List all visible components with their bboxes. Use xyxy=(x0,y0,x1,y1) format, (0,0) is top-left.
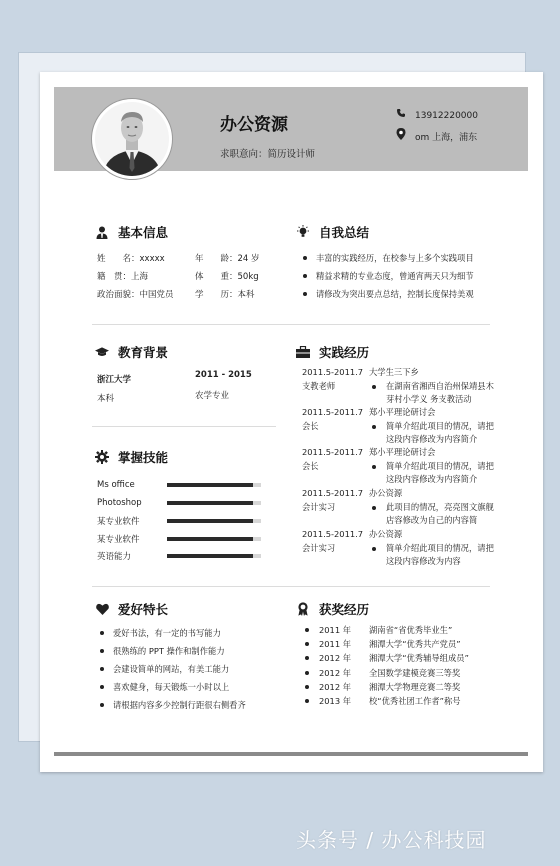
lightbulb-icon xyxy=(296,225,310,239)
skill-row xyxy=(97,515,261,527)
skill-row xyxy=(97,533,261,545)
phone-icon xyxy=(395,108,407,121)
watermark: 头条号 / 办公科技园 xyxy=(296,828,487,852)
summary-section xyxy=(296,223,369,241)
divider xyxy=(92,324,490,325)
graduation-cap-icon xyxy=(95,345,109,359)
award-year: 2011 年 xyxy=(319,625,352,635)
award-text: 湘潭大学“优秀共产党员” xyxy=(369,639,461,650)
award-text: 湘潭大学“优秀辅导组成员” xyxy=(369,653,469,664)
education-school: 浙江大学 xyxy=(97,375,132,385)
info-row: 政治面貌：中国党员 xyxy=(97,290,174,300)
skill-label: 某专业软件 xyxy=(97,534,140,545)
award-text: 湘潭大学物理竞赛二等奖 xyxy=(369,681,461,692)
award-year: 2011 年 xyxy=(319,639,352,650)
skill-bar xyxy=(167,554,261,558)
contact-address xyxy=(395,128,477,143)
skills-title: 掌握技能 xyxy=(118,450,169,465)
education-section xyxy=(95,343,168,361)
footer-bar xyxy=(54,752,528,756)
award-text: 校“优秀社团工作者”称号 xyxy=(369,696,461,706)
skill-bar xyxy=(167,537,261,541)
location-pin-icon xyxy=(395,128,407,143)
list-item: 精益求精的专业态度，曾通宵两天只为细节 xyxy=(300,267,474,285)
skill-bar-fill xyxy=(167,554,253,558)
bullet-dot xyxy=(305,628,309,632)
practice-title: 实践经历 xyxy=(319,345,370,360)
hobbies-section xyxy=(95,600,168,618)
list-item: 会建设简单的网站，有美工能力 xyxy=(97,660,246,678)
award-text: 全国数学建模竞赛三等奖 xyxy=(369,667,461,678)
skill-label: Photoshop xyxy=(97,497,142,508)
skill-row xyxy=(97,550,261,562)
list-item: 丰富的实践经历，在校参与上多个实践项目 xyxy=(300,249,474,267)
skill-bar-fill xyxy=(167,483,253,487)
address-text: om 上海，浦东 xyxy=(415,133,478,143)
skill-bar xyxy=(167,519,261,523)
hobbies-title: 爱好特长 xyxy=(118,602,169,617)
avatar-portrait xyxy=(95,102,169,176)
hobbies-list xyxy=(97,624,246,714)
skill-label: Ms office xyxy=(97,480,135,490)
divider xyxy=(92,426,276,427)
list-item: 喜欢健身，每天锻炼一小时以上 xyxy=(97,678,246,696)
avatar xyxy=(92,99,172,179)
heart-icon xyxy=(95,602,109,616)
job-intent: 求职意向：简历设计师 xyxy=(220,149,316,160)
gear-icon xyxy=(95,450,109,464)
education-degree: 本科 xyxy=(97,394,115,404)
divider xyxy=(92,586,490,587)
contact-phone xyxy=(395,108,478,121)
candidate-name: 办公资源 xyxy=(220,115,288,135)
bullet-dot xyxy=(305,671,309,675)
skill-bar xyxy=(167,483,261,487)
list-item: 请根据内容多少控制行距很右侧看齐 xyxy=(97,696,246,714)
skill-row xyxy=(97,480,261,490)
skill-row xyxy=(97,498,261,508)
skill-bar-fill xyxy=(167,501,253,505)
briefcase-icon xyxy=(296,345,310,359)
practice-section xyxy=(296,343,369,361)
award-year: 2013 年 xyxy=(319,696,352,706)
award-year: 2012 年 xyxy=(319,667,352,678)
skill-bar xyxy=(167,501,261,505)
bullet-dot xyxy=(305,656,309,660)
info-row: 年 龄：24 岁 xyxy=(195,254,260,264)
bullet-dot xyxy=(305,699,309,703)
skill-bar-fill xyxy=(167,537,253,541)
info-row: 姓 名：xxxxx xyxy=(97,254,165,264)
award-year: 2012 年 xyxy=(319,681,352,692)
awards-section xyxy=(296,600,369,618)
basic-info-section xyxy=(95,223,168,241)
person-icon xyxy=(95,225,109,239)
list-item: 爱好书法，有一定的书写能力 xyxy=(97,624,246,642)
awards-title: 获奖经历 xyxy=(319,602,370,617)
skill-bar-fill xyxy=(167,519,253,523)
bullet-dot xyxy=(305,685,309,689)
education-title: 教育背景 xyxy=(118,345,169,360)
skill-label: 英语能力 xyxy=(97,552,132,562)
summary-title: 自我总结 xyxy=(319,225,370,240)
education-major: 农学专业 xyxy=(195,391,230,401)
summary-list xyxy=(300,249,474,303)
phone-text: 13912220000 xyxy=(415,111,478,121)
list-item: 请修改为突出要点总结，控制长度保持美观 xyxy=(300,285,474,303)
skills-section xyxy=(95,448,168,466)
bullet-dot xyxy=(305,642,309,646)
education-period: 2011 - 2015 xyxy=(195,370,252,380)
award-medal-icon xyxy=(296,602,310,616)
award-text: 湖南省“省优秀毕业生” xyxy=(369,625,453,635)
info-row: 籍 贯：上海 xyxy=(97,272,149,282)
list-item: 很熟练的 PPT 操作和制作能力 xyxy=(97,642,246,660)
resume-page: 办公资源 求职意向：简历设计师 13912220000 om 上海，浦东 基本信息 姓 名：xxxxx 年 龄：24 岁 籍 贯：上海 体 重：50kg 政治面貌：中国党员 学 历：本科 自我总结 丰富的实践经历，在校参与上多个实践项目 精益求精的专业态度，曾通宵两天只为细节 请修改为突出要点总结，控制长度保持美观 教育背景 浙江大学 2011 - 2015 本科 农学专业 实践经历 2011.5-2011.7 支教老师 大学生三下乡 在湖南省湘西自治州保靖县木芽村小学义 务支教活动 2011.5-2011.7 会长 郑小平理论研讨会 简单介绍此项目的情况，请把这段内容修改为内容简介 2011.5-2011.7 会长 郑小平理论研讨会 简单介绍此项目的情况，请把这段内容修改为内容简介 2011.5-2011.7 会计实习 办公资源 此项目的情况，亮亮图文旗舰店容修改为自己的内容简 2011.5-2011.7 会计实习 办公资源 简单介绍此项目的情况，请把这段内容修改为内容 掌握技能 Ms office Photoshop 某专业软件 某专业软件 英语能力 爱好特长 爱好书法，有一定的书写能力 很熟练的 PPT 操作和制作能力 会建设简单的网站，有美工能力 喜欢健身，每天锻炼一小时以上 请根据内容多少控制行距很右侧看齐 获奖经历 2011 年 湖南省“省优秀毕业生” 2011 年 湘潭大学“优秀共产党员” 2012 年 湘潭大学“优秀辅导组成员” 2012 年 全国数学建模竞赛三等奖 2012 年 湘潭大学物理竞赛二等奖 2013 年 校“优秀社团工作者”称号 xyxy=(40,72,543,772)
award-year: 2012 年 xyxy=(319,653,352,664)
basic-info-title: 基本信息 xyxy=(118,225,169,240)
info-row: 体 重：50kg xyxy=(195,272,259,282)
info-row: 学 历：本科 xyxy=(195,290,255,300)
skill-label: 某专业软件 xyxy=(97,517,140,527)
